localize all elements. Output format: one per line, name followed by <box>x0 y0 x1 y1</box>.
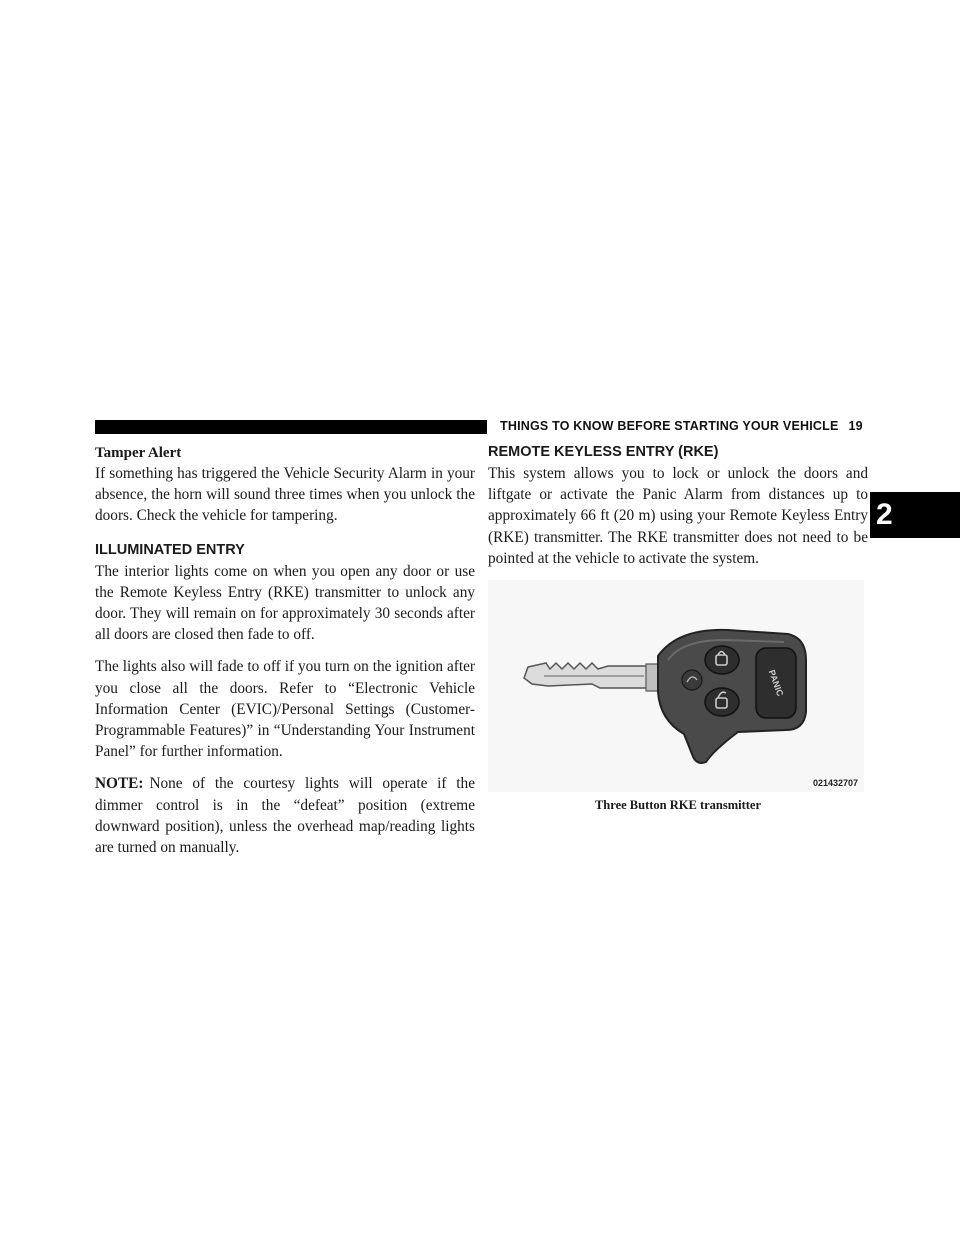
liftgate-button <box>682 670 702 690</box>
left-column <box>95 443 475 869</box>
note-text: None of the courtesy lights will operate if the dimmer control is in the “defeat” position (extreme downward position), unless the overhead map/reading lights are turned on manually. <box>95 775 475 857</box>
rke-transmitter-figure <box>488 580 864 792</box>
illuminated-entry-heading: ILLUMINATED ENTRY <box>95 541 245 558</box>
right-column <box>488 443 868 813</box>
figure-caption: Three Button RKE transmitter <box>594 798 762 813</box>
illuminated-entry-paragraph-2: The lights also will fade to off if you turn on the ignition after you close all the doors. Refer to “Electronic Vehicle Information Center (EVIC)/Personal Settings (Customer-Programmable Features)” in “Understanding Your Instrument Panel” for further information. <box>95 658 475 761</box>
figure-code: 021432707 <box>812 778 858 789</box>
illuminated-entry-paragraph-1: The interior lights come on when you open any door or use the Remote Keyless Entry (RKE) transmitter to unlock any door. They will remain on for approximately 30 seconds after all doors are closed then fade to off. <box>95 562 475 644</box>
page-number: 19 <box>848 419 863 433</box>
lock-button <box>705 646 739 674</box>
chapter-tab: 2 <box>870 492 960 538</box>
tamper-alert-heading: Tamper Alert <box>95 445 182 461</box>
rke-paragraph: This system allows you to lock or unlock the doors and liftgate or activate the Panic Alarm from distances up to approximately 66 ft (20 m) using your Remote Keyless Entry (RKE) transmitter. The RKE transmitter does not need to be pointed at the vehicle to activate the system. <box>488 465 868 567</box>
note-label: NOTE: <box>95 775 144 793</box>
header-rule <box>95 420 487 434</box>
running-header <box>500 419 863 433</box>
tamper-alert-paragraph: If something has triggered the Vehicle Security Alarm in your absence, the horn will sound three times when you unlock the doors. Check the vehicle for tampering. <box>95 465 475 525</box>
note-paragraph <box>95 773 475 858</box>
rke-transmitter-illustration <box>488 580 864 792</box>
panic-button-label: PANIC <box>766 668 786 698</box>
header-title: THINGS TO KNOW BEFORE STARTING YOUR VEHICLE <box>500 419 839 433</box>
rke-heading: REMOTE KEYLESS ENTRY (RKE) <box>488 444 719 460</box>
